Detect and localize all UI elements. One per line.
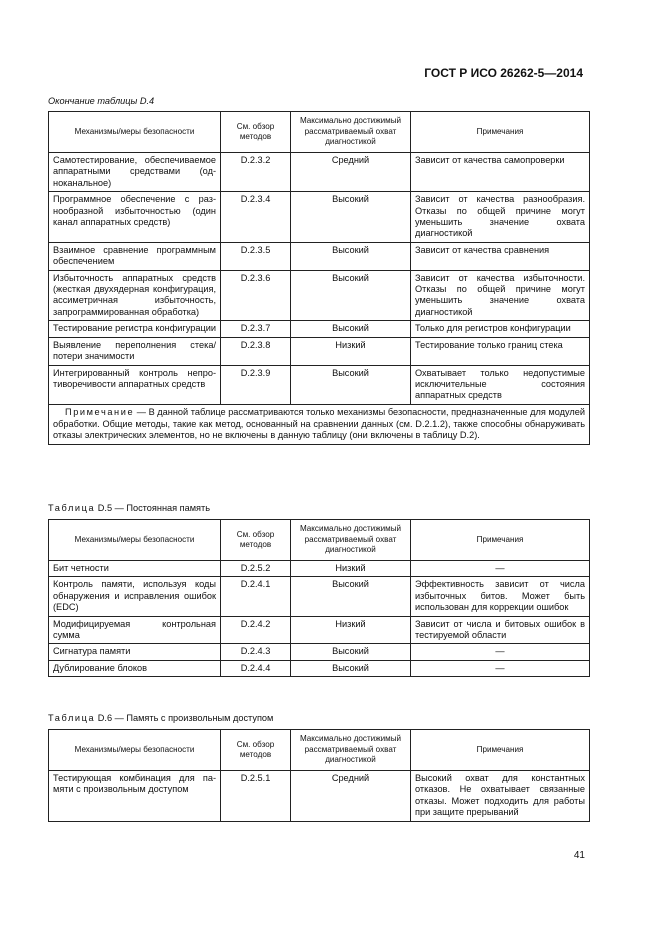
table-row bbox=[49, 365, 590, 404]
note-cell: Тестирование только границ стека bbox=[411, 337, 590, 365]
coverage-cell: Средний bbox=[291, 153, 411, 192]
column-header-notes: Примечания bbox=[411, 730, 590, 771]
table-d6-caption bbox=[48, 713, 273, 723]
column-header-review: См. обзор методов bbox=[221, 520, 291, 561]
table-row bbox=[49, 771, 590, 822]
mechanism-cell: Тестирующая комбинация для памяти с произвольным доступом bbox=[49, 771, 221, 822]
table-row bbox=[49, 192, 590, 243]
mechanism-cell: Модифицируемая контрольная сумма bbox=[49, 616, 221, 644]
reference-cell: D.2.4.1 bbox=[221, 577, 291, 616]
coverage-cell: Высокий bbox=[291, 577, 411, 616]
table-d5-caption-text: D.5 — Постоянная память bbox=[95, 503, 211, 513]
coverage-cell: Низкий bbox=[291, 337, 411, 365]
reference-cell: D.2.4.4 bbox=[221, 660, 291, 676]
coverage-cell: Высокий bbox=[291, 321, 411, 337]
coverage-cell: Высокий bbox=[291, 644, 411, 660]
table-footnote bbox=[49, 404, 590, 444]
reference-cell: D.2.4.3 bbox=[221, 644, 291, 660]
reference-cell: D.2.3.4 bbox=[221, 192, 291, 243]
note-cell: Высокий охват для константных отказов. Не охватывает связанные отказы. Может подходить для работы при защите прерываний bbox=[411, 771, 590, 822]
coverage-cell: Высокий bbox=[291, 365, 411, 404]
coverage-cell: Высокий bbox=[291, 660, 411, 676]
column-header-coverage: Максимально достижимый рассматриваемый охват диагностикой bbox=[291, 730, 411, 771]
table-d4 bbox=[48, 111, 590, 445]
table-row bbox=[49, 644, 590, 660]
table-d5-caption bbox=[48, 503, 210, 513]
mechanism-cell: Контроль памяти, используя коды обнаружения и исправления ошибок (EDC) bbox=[49, 577, 221, 616]
column-header-mechanisms: Механизмы/меры безопасности bbox=[49, 112, 221, 153]
reference-cell: D.2.3.6 bbox=[221, 270, 291, 321]
coverage-cell: Высокий bbox=[291, 192, 411, 243]
note-cell: Охватывает только недопустимые исключительные состояния аппаратных средств bbox=[411, 365, 590, 404]
mechanism-cell: Интегрированный контроль непротиворечивости аппаратных средств bbox=[49, 365, 221, 404]
column-header-notes: Примечания bbox=[411, 112, 590, 153]
footnote-label: Примечание bbox=[65, 406, 135, 417]
mechanism-cell: Программное обеспечение с разнообразной избыточностью (один канал аппаратных средств) bbox=[49, 192, 221, 243]
column-header-mechanisms: Механизмы/меры безопасности bbox=[49, 730, 221, 771]
column-header-coverage: Максимально достижимый рассматриваемый охват диагностикой bbox=[291, 520, 411, 561]
mechanism-cell: Самотестирование, обеспечиваемое аппаратными средствами (одноканальное) bbox=[49, 153, 221, 192]
mechanism-cell: Взаимное сравнение программным обеспечением bbox=[49, 242, 221, 270]
table-row bbox=[49, 270, 590, 321]
column-header-coverage: Максимально достижимый рассматриваемый охват диагностикой bbox=[291, 112, 411, 153]
note-cell: Эффективность зависит от числа избыточных битов. Может быть использован для коррекции ошибок bbox=[411, 577, 590, 616]
note-cell: Зависит от числа и битовых ошибок в тестируемой области bbox=[411, 616, 590, 644]
mechanism-cell: Сигнатура памяти bbox=[49, 644, 221, 660]
page-number: 41 bbox=[573, 850, 585, 861]
table-footnote-row bbox=[49, 404, 590, 444]
table-d4-caption: Окончание таблицы D.4 bbox=[48, 96, 155, 106]
table-row bbox=[49, 153, 590, 192]
note-cell: — bbox=[411, 644, 590, 660]
mechanism-cell: Выявление переполнения стека/потери значимости bbox=[49, 337, 221, 365]
table-row bbox=[49, 616, 590, 644]
table-row bbox=[49, 660, 590, 676]
table-row bbox=[49, 242, 590, 270]
reference-cell: D.2.5.2 bbox=[221, 561, 291, 577]
table-d6-caption-label: Таблица bbox=[48, 713, 96, 723]
table-d6 bbox=[48, 729, 590, 822]
table-d6-caption-text: D.6 — Память с произвольным доступом bbox=[95, 713, 274, 723]
table-d5 bbox=[48, 519, 590, 677]
coverage-cell: Низкий bbox=[291, 561, 411, 577]
document-header: ГОСТ Р ИСО 26262-5—2014 bbox=[424, 66, 583, 80]
note-cell: Зависит от качества разнообразия. Отказы по общей причине могут уменьшить значение охвата диагностикой bbox=[411, 192, 590, 243]
reference-cell: D.2.5.1 bbox=[221, 771, 291, 822]
reference-cell: D.2.3.5 bbox=[221, 242, 291, 270]
table-header-row bbox=[49, 730, 590, 771]
table-row bbox=[49, 337, 590, 365]
table-row bbox=[49, 561, 590, 577]
table-header-row bbox=[49, 520, 590, 561]
footnote-text: — В данной таблице рассматриваются только механизмы безопасности, предназначенные для модулей обработки. Общие методы, такие как метод, основанный на сравнении данных (см. D.2.1.2), также способны обнаруживать отказы электрических элементов, но не включены в данную таблицу (они включены в таблицу D.2). bbox=[53, 406, 585, 441]
column-header-notes: Примечания bbox=[411, 520, 590, 561]
mechanism-cell: Бит четности bbox=[49, 561, 221, 577]
reference-cell: D.2.3.8 bbox=[221, 337, 291, 365]
note-cell: Только для регистров конфигурации bbox=[411, 321, 590, 337]
mechanism-cell: Дублирование блоков bbox=[49, 660, 221, 676]
reference-cell: D.2.3.2 bbox=[221, 153, 291, 192]
column-header-mechanisms: Механизмы/меры безопасности bbox=[49, 520, 221, 561]
coverage-cell: Высокий bbox=[291, 242, 411, 270]
coverage-cell: Низкий bbox=[291, 616, 411, 644]
coverage-cell: Высокий bbox=[291, 270, 411, 321]
mechanism-cell: Избыточность аппаратных средств (жесткая двухядерная конфигурация, ассиметричная избыточность, запрограммированная обработка) bbox=[49, 270, 221, 321]
column-header-review: См. обзор методов bbox=[221, 112, 291, 153]
note-cell: — bbox=[411, 660, 590, 676]
coverage-cell: Средний bbox=[291, 771, 411, 822]
note-cell: — bbox=[411, 561, 590, 577]
mechanism-cell: Тестирование регистра конфигурации bbox=[49, 321, 221, 337]
note-cell: Зависит от качества сравнения bbox=[411, 242, 590, 270]
reference-cell: D.2.3.7 bbox=[221, 321, 291, 337]
note-cell: Зависит от качества самопроверки bbox=[411, 153, 590, 192]
column-header-review: См. обзор методов bbox=[221, 730, 291, 771]
note-cell: Зависит от качества избыточности. Отказы по общей причине могут уменьшить значение охвата диагностикой bbox=[411, 270, 590, 321]
reference-cell: D.2.3.9 bbox=[221, 365, 291, 404]
table-row bbox=[49, 577, 590, 616]
table-d5-caption-label: Таблица bbox=[48, 503, 96, 513]
reference-cell: D.2.4.2 bbox=[221, 616, 291, 644]
table-header-row bbox=[49, 112, 590, 153]
table-row bbox=[49, 321, 590, 337]
